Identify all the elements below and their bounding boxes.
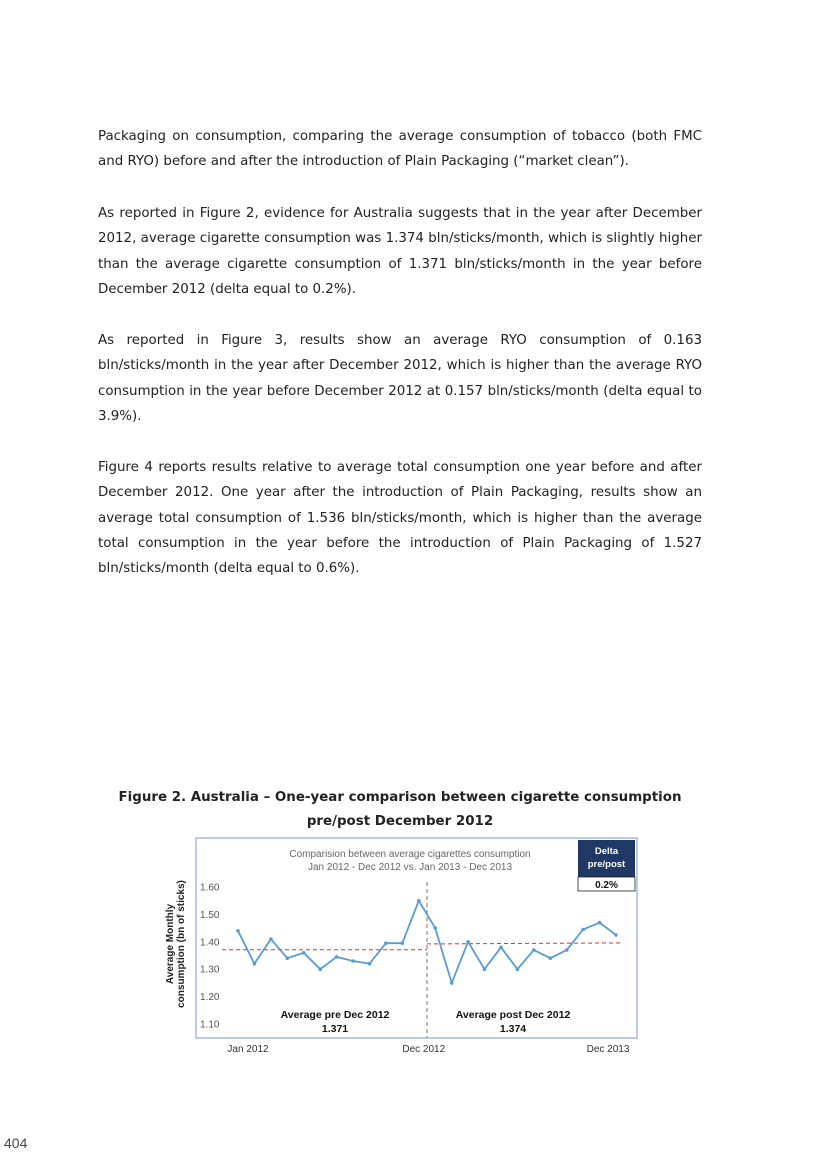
- data-point: [450, 981, 454, 985]
- y-tick-label: 1.30: [200, 964, 220, 976]
- x-label-dec-2013: Dec 2013: [586, 1044, 630, 1055]
- delta-header-line-2: pre/post: [587, 859, 626, 870]
- y-axis-label-line-2: consumption (bn of sticks): [176, 880, 187, 1008]
- data-point: [483, 967, 487, 971]
- data-point: [466, 940, 470, 944]
- figure-caption-line-1: Figure 2. Australia – One-year comparison between cigarette consumption: [118, 790, 682, 805]
- data-point: [516, 967, 520, 971]
- data-point: [565, 948, 569, 952]
- data-point: [335, 955, 339, 959]
- page-number: 404: [4, 1135, 28, 1151]
- x-label-jan-2012: Jan 2012: [227, 1044, 269, 1055]
- data-point: [368, 962, 372, 966]
- data-point: [614, 933, 618, 937]
- data-point: [401, 941, 405, 945]
- chart-title-line-2: Jan 2012 - Dec 2012 vs. Jan 2013 - Dec 2013: [307, 862, 513, 873]
- paragraph-4: Figure 4 reports results relative to average total consumption one year before and after December 2012. One year after the introduction of Plain Packaging, results show an average total consumption of 1.536 bln/sticks/month, which is higher than the average total consumption in the year before the introduction of Plain Packaging of 1.527 bln/sticks/month (delta equal to 0.6%).: [98, 460, 702, 577]
- data-point: [384, 941, 388, 945]
- data-point: [532, 948, 536, 952]
- x-label-dec-2012: Dec 2012: [402, 1044, 446, 1055]
- y-tick-label: 1.10: [200, 1019, 220, 1031]
- post-average-label: Average post Dec 2012: [455, 1009, 571, 1021]
- chart-svg: [160, 834, 640, 1059]
- y-tick-label: 1.60: [200, 882, 220, 894]
- figure-caption: [98, 786, 702, 834]
- delta-header-line-1: Delta: [594, 846, 619, 857]
- data-point: [499, 946, 503, 950]
- data-point: [549, 956, 553, 960]
- figure-caption-line-2: pre/post December 2012: [306, 814, 494, 829]
- y-axis-label: [165, 880, 187, 1008]
- data-point: [581, 928, 585, 932]
- pre-average-value: 1.371: [321, 1023, 349, 1035]
- chart-title-line-1: Comparision between average cigarettes consumption: [289, 849, 531, 860]
- data-point: [286, 956, 290, 960]
- consumption-chart: [160, 834, 640, 1063]
- data-point: [236, 929, 240, 933]
- data-point: [253, 962, 257, 966]
- y-tick-label: 1.40: [200, 937, 220, 949]
- data-point: [433, 926, 437, 930]
- paragraph-1: Packaging on consumption, comparing the average consumption of tobacco (both FMC and RYO) before and after the introduction of Plain Packaging (“market clean”).: [98, 129, 702, 170]
- y-tick-label: 1.50: [200, 909, 220, 921]
- paragraph-3: As reported in Figure 3, results show an average RYO consumption of 0.163 bln/sticks/month in the year after December 2012, which is higher than the average RYO consumption in the year before December 2012 at 0.157 bln/sticks/month (delta equal to 3.9%).: [98, 333, 702, 424]
- data-point: [417, 899, 421, 903]
- pre-average-label: Average pre Dec 2012: [280, 1009, 390, 1021]
- delta-value: 0.2%: [595, 880, 618, 891]
- data-point: [318, 967, 322, 971]
- y-tick-label: 1.20: [200, 992, 220, 1004]
- data-point: [269, 937, 273, 941]
- data-point: [302, 951, 306, 955]
- y-axis-label-line-1: Average Monthly: [165, 903, 176, 985]
- post-average-value: 1.374: [499, 1023, 527, 1035]
- paragraph-2: As reported in Figure 2, evidence for Australia suggests that in the year after December 2012, average cigarette consumption was 1.374 bln/sticks/month, which is slightly higher than the average cigarette consumption of 1.371 bln/sticks/month in the year before December 2012 (delta equal to 0.2%).: [98, 206, 702, 297]
- data-point: [598, 921, 602, 925]
- data-point: [351, 959, 355, 963]
